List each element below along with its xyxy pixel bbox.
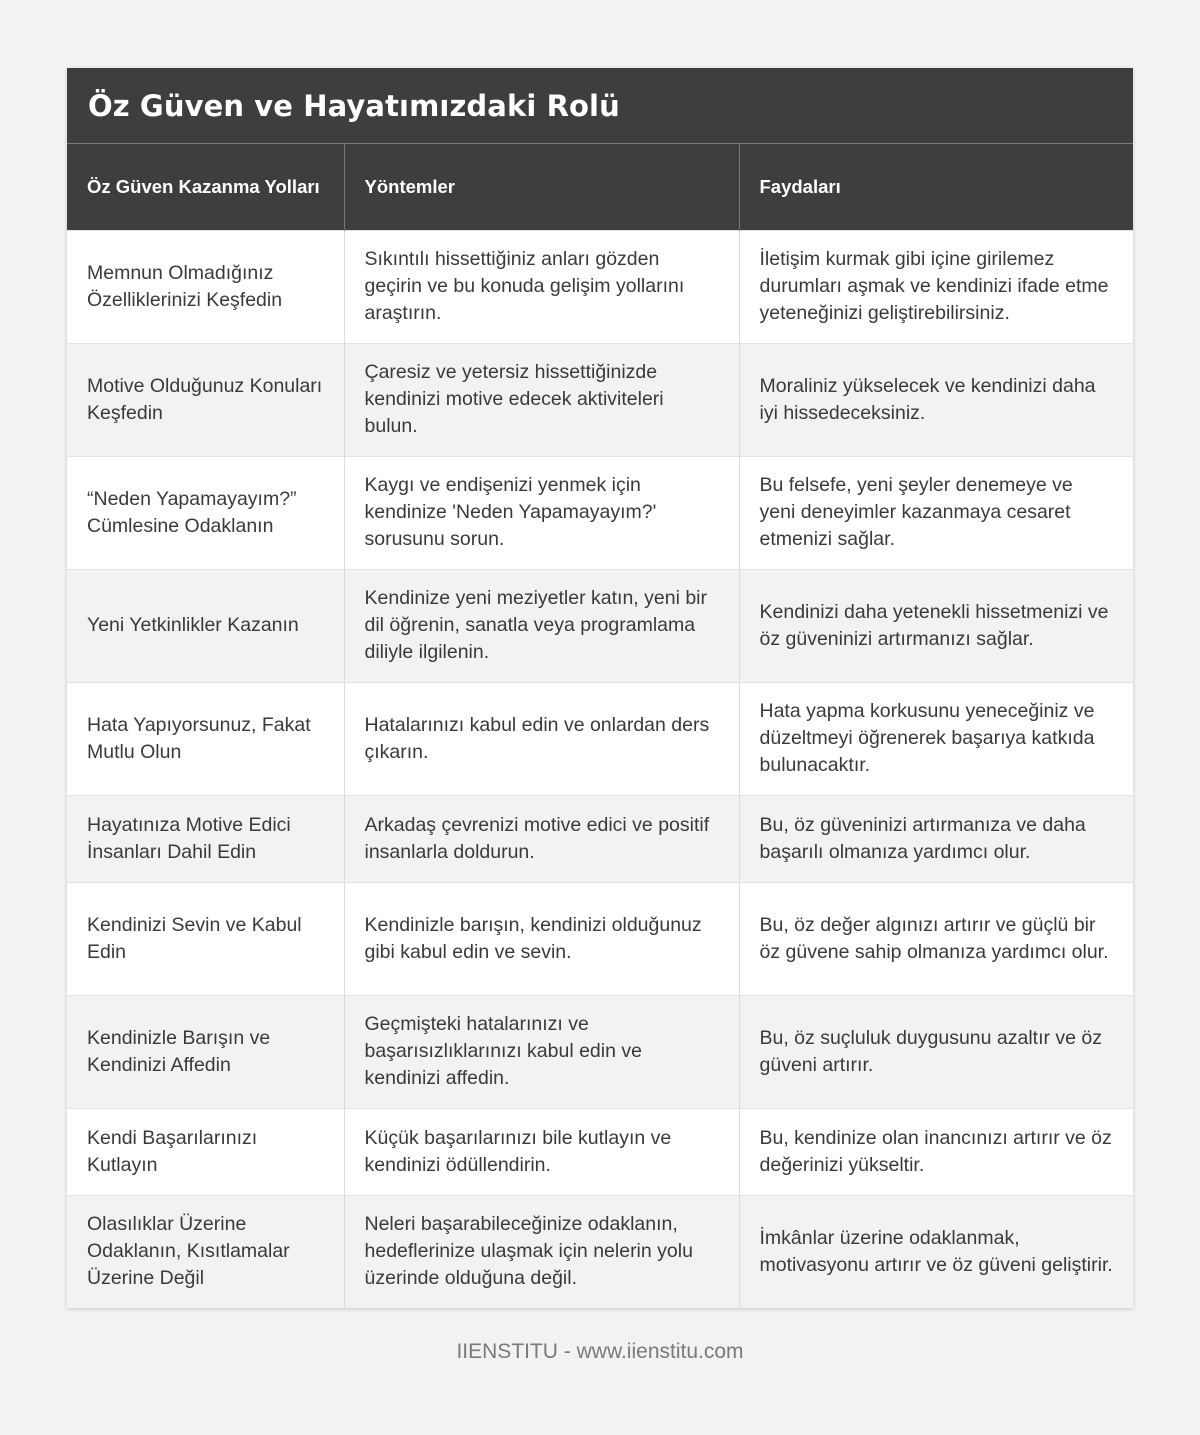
table-row [67, 569, 1133, 682]
cell-method: Sıkıntılı hissettiğiniz anları gözden geçirin ve bu konuda gelişim yollarını araştırın. [344, 230, 739, 343]
cell-method: Neleri başarabileceğinize odaklanın, hedeflerinize ulaşmak için nelerin yolu üzerinde olduğuna değil. [344, 1195, 739, 1308]
table-row [67, 343, 1133, 456]
cell-benefit: Bu, öz güveninizi artırmanıza ve daha başarılı olmanıza yardımcı olur. [739, 795, 1133, 882]
cell-way: Olasılıklar Üzerine Odaklanın, Kısıtlamalar Üzerine Değil [67, 1195, 344, 1308]
table-row [67, 456, 1133, 569]
cell-method: Hatalarınızı kabul edin ve onlardan ders çıkarın. [344, 682, 739, 795]
table-row [67, 1195, 1133, 1308]
header-row [67, 144, 1133, 230]
cell-way: “Neden Yapamayayım?” Cümlesine Odaklanın [67, 456, 344, 569]
cell-way: Memnun Olmadığınız Özelliklerinizi Keşfedin [67, 230, 344, 343]
cell-way: Hata Yapıyorsunuz, Fakat Mutlu Olun [67, 682, 344, 795]
cell-way: Kendinizi Sevin ve Kabul Edin [67, 882, 344, 995]
cell-benefit: Kendinizi daha yetenekli hissetmenizi ve öz güveninizi artırmanızı sağlar. [739, 569, 1133, 682]
cell-method: Kendinize yeni meziyetler katın, yeni bir dil öğrenin, sanatla veya programlama diliyle ilgilenin. [344, 569, 739, 682]
cell-benefit: Bu, öz suçluluk duygusunu azaltır ve öz güveni artırır. [739, 995, 1133, 1108]
cell-method: Çaresiz ve yetersiz hissettiğinizde kendinizi motive edecek aktiviteleri bulun. [344, 343, 739, 456]
column-header-methods: Yöntemler [344, 144, 739, 230]
page-title: Öz Güven ve Hayatımızdaki Rolü [88, 88, 620, 123]
cell-benefit: Moraliniz yükselecek ve kendinizi daha iyi hissedeceksiniz. [739, 343, 1133, 456]
cell-benefit: Bu, kendinize olan inancınızı artırır ve öz değerinizi yükseltir. [739, 1108, 1133, 1195]
cell-way: Motive Olduğunuz Konuları Keşfedin [67, 343, 344, 456]
table-row [67, 230, 1133, 343]
cell-benefit: İmkânlar üzerine odaklanmak, motivasyonu artırır ve öz güveni geliştirir. [739, 1195, 1133, 1308]
cell-method: Arkadaş çevrenizi motive edici ve positif insanlarla doldurun. [344, 795, 739, 882]
table-row [67, 882, 1133, 995]
cell-way: Yeni Yetkinlikler Kazanın [67, 569, 344, 682]
cell-benefit: İletişim kurmak gibi içine girilemez durumları aşmak ve kendinizi ifade etme yeteneğinizi geliştirebilirsiniz. [739, 230, 1133, 343]
cell-method: Küçük başarılarınızı bile kutlayın ve kendinizi ödüllendirin. [344, 1108, 739, 1195]
cell-benefit: Bu, öz değer algınızı artırır ve güçlü bir öz güvene sahip olmanıza yardımcı olur. [739, 882, 1133, 995]
table-row [67, 795, 1133, 882]
cell-method: Kaygı ve endişenizi yenmek için kendinize 'Neden Yapamayayım?' sorusunu sorun. [344, 456, 739, 569]
cell-way: Kendinizle Barışın ve Kendinizi Affedin [67, 995, 344, 1108]
title-bar [67, 68, 1133, 144]
cell-way: Kendi Başarılarınızı Kutlayın [67, 1108, 344, 1195]
cell-way: Hayatınıza Motive Edici İnsanları Dahil Edin [67, 795, 344, 882]
cell-benefit: Hata yapma korkusunu yeneceğiniz ve düzeltmeyi öğrenerek başarıya katkıda bulunacaktır. [739, 682, 1133, 795]
cell-method: Kendinizle barışın, kendinizi olduğunuz gibi kabul edin ve sevin. [344, 882, 739, 995]
table-row [67, 682, 1133, 795]
table-row [67, 1108, 1133, 1195]
cell-method: Geçmişteki hatalarınızı ve başarısızlıklarınızı kabul edin ve kendinizi affedin. [344, 995, 739, 1108]
table-card [67, 68, 1133, 1308]
column-header-ways: Öz Güven Kazanma Yolları [67, 144, 344, 230]
cell-benefit: Bu felsefe, yeni şeyler denemeye ve yeni deneyimler kazanmaya cesaret etmenizi sağlar. [739, 456, 1133, 569]
data-table [67, 144, 1133, 1308]
table-row [67, 995, 1133, 1108]
footer-credit: IIENSTITU - www.iienstitu.com [456, 1340, 744, 1363]
column-header-benefits: Faydaları [739, 144, 1133, 230]
